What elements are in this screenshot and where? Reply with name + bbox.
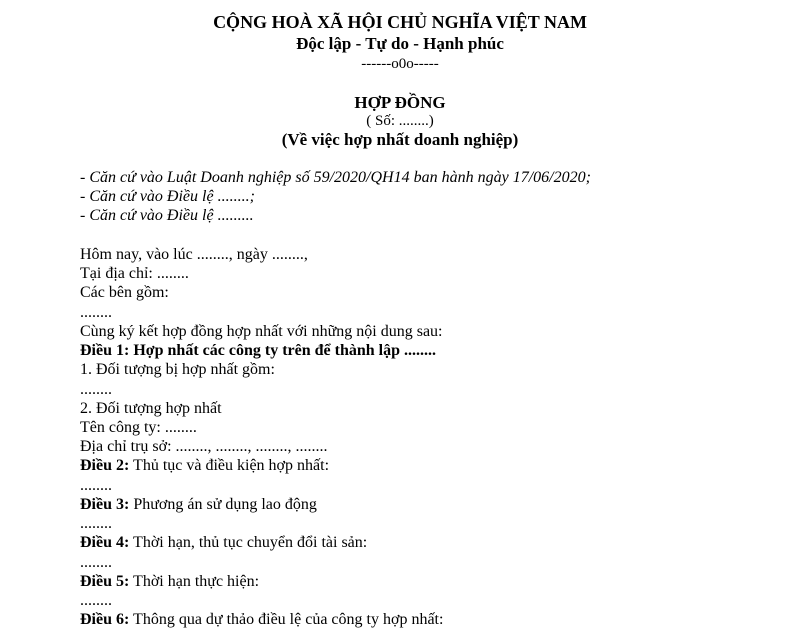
intro-agree: Cùng ký kết hợp đồng hợp nhất với những nội dung sau: <box>80 323 443 340</box>
article-4 <box>80 533 367 552</box>
contract-title: HỢP ĐỒNG <box>354 93 446 112</box>
article-5-label: Điều 5: <box>80 573 130 590</box>
basis-charter-2: - Căn cứ vào Điều lệ ......... <box>80 207 254 224</box>
article-6-text: Thông qua dự thảo điều lệ của công ty hợp nhất: <box>129 611 444 628</box>
article-3-blank: ........ <box>80 515 112 532</box>
article-1-item-1-blank: ........ <box>80 381 112 398</box>
article-3 <box>80 495 317 514</box>
article-3-label: Điều 3: <box>80 496 130 513</box>
article-3-text: Phương án sử dụng lao động <box>129 496 317 513</box>
intro-parties-blank: ........ <box>80 304 112 321</box>
national-motto: Độc lập - Tự do - Hạnh phúc <box>296 34 504 53</box>
article-1-item-1: 1. Đối tượng bị hợp nhất gồm: <box>80 361 275 378</box>
article-2-label: Điều 2: <box>80 457 130 474</box>
article-1-company-name: Tên công ty: ........ <box>80 419 197 436</box>
contract-subject: (Về việc hợp nhất doanh nghiệp) <box>281 130 519 149</box>
article-4-label: Điều 4: <box>80 534 130 551</box>
article-1-item-2: 2. Đối tượng hợp nhất <box>80 400 222 417</box>
article-6 <box>80 610 443 629</box>
article-5-text: Thời hạn thực hiện: <box>129 573 260 590</box>
article-5-blank: ........ <box>80 592 112 609</box>
basis-charter-1: - Căn cứ vào Điều lệ ........; <box>80 188 255 205</box>
article-5 <box>80 572 259 591</box>
article-4-text: Thời hạn, thủ tục chuyển đổi tài sản: <box>129 534 368 551</box>
article-1-heading: Điều 1: Hợp nhất các công ty trên để thành lập ........ <box>80 342 436 359</box>
intro-address: Tại địa chỉ: ........ <box>80 265 189 282</box>
intro-today: Hôm nay, vào lúc ........, ngày ........, <box>80 246 308 263</box>
article-6-label: Điều 6: <box>80 611 130 628</box>
basis-law: - Căn cứ vào Luật Doanh nghiệp số 59/2020/QH14 ban hành ngày 17/06/2020; <box>80 169 591 186</box>
article-1-head-office: Địa chỉ trụ sở: ........, ........, ........, ........ <box>80 438 328 455</box>
header-decoration: ------o0o----- <box>361 56 439 72</box>
article-2-blank: ........ <box>80 477 112 494</box>
national-title: CỘNG HOÀ XÃ HỘI CHỦ NGHĨA VIỆT NAM <box>213 12 587 32</box>
intro-parties: Các bên gồm: <box>80 284 169 301</box>
article-4-blank: ........ <box>80 554 112 571</box>
contract-number: ( Số: ........) <box>366 113 434 129</box>
article-2-text: Thủ tục và điều kiện hợp nhất: <box>129 457 330 474</box>
article-2 <box>80 456 329 475</box>
